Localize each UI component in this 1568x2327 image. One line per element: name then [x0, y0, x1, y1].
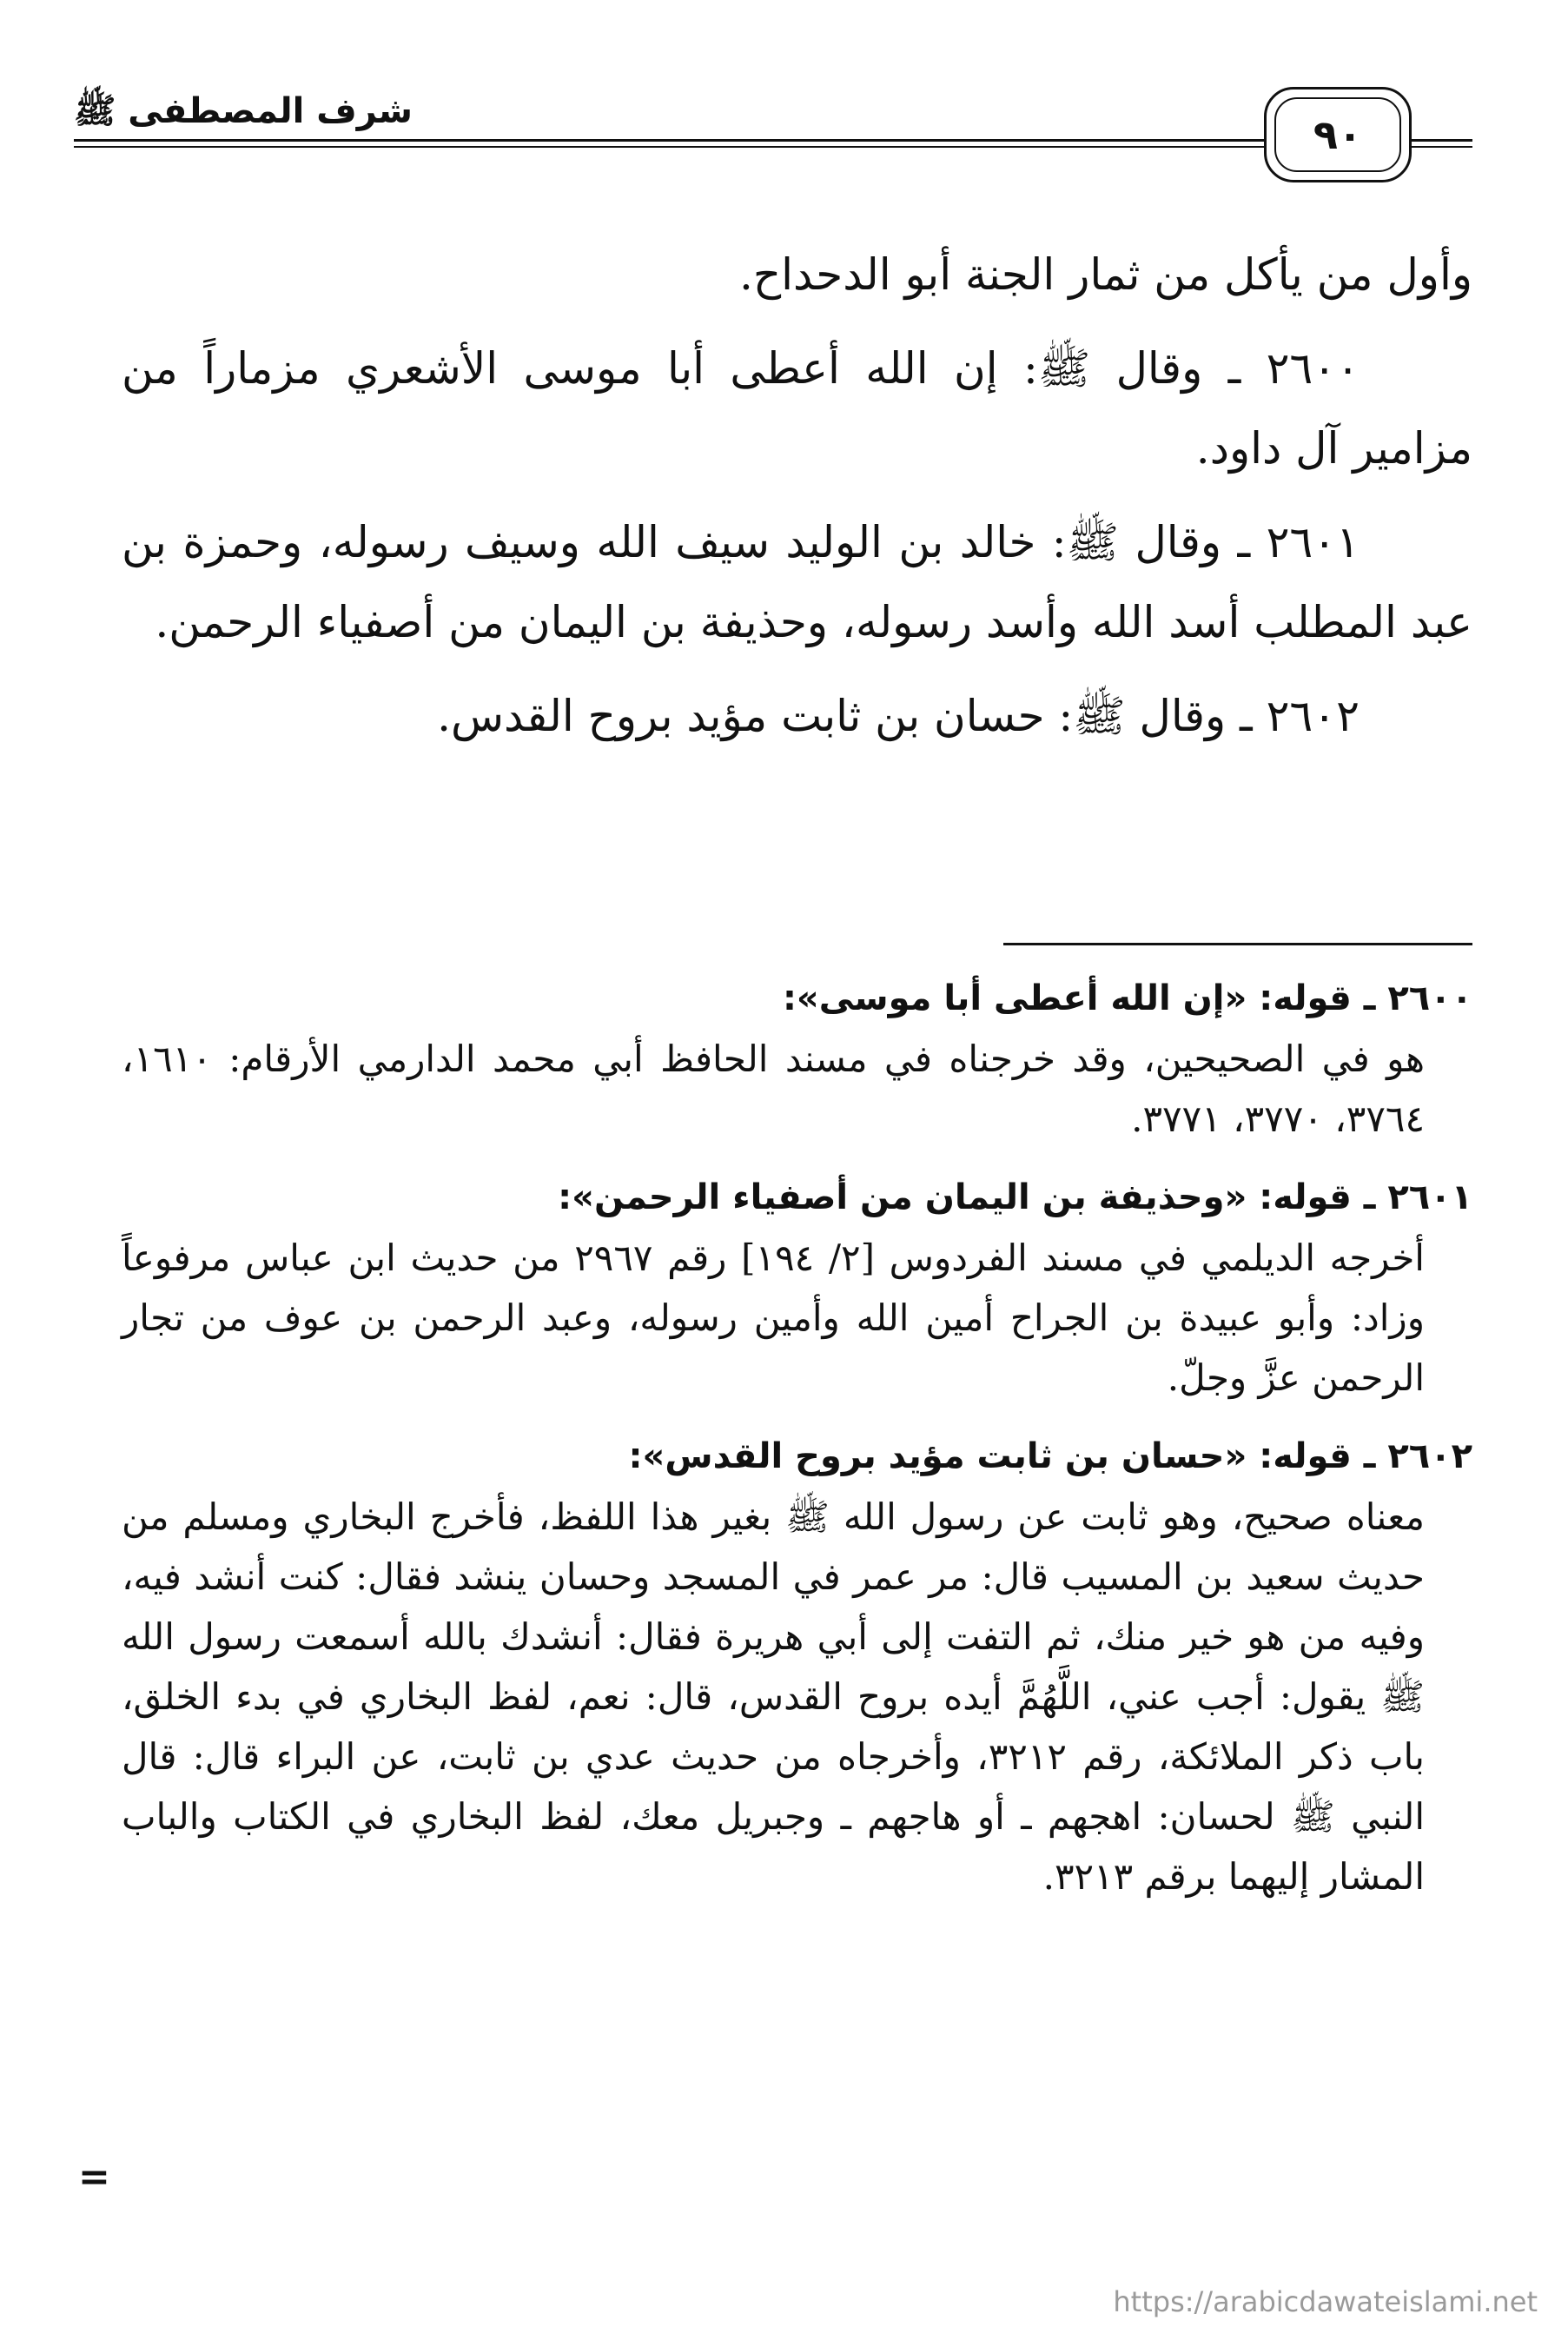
main-text — [122, 235, 1472, 770]
continuation-mark: = — [78, 2155, 110, 2199]
footnote-heading: ٢٦٠١ ـ قوله: «وحذيفة بن اليمان من أصفياء الرحمن»: — [558, 1177, 1472, 1217]
header-rule — [1412, 146, 1472, 148]
footnotes — [122, 969, 1472, 1926]
footnote-body: هو في الصحيحين، وقد خرجناه في مسند الحافظ أبي محمد الدارمي الأرقام: ١٦١٠، ٣٧٦٤، ٣٧٧٠، ٣٧٧١. — [122, 1038, 1425, 1140]
running-header-title: شرف المصطفى ﷺ — [73, 91, 413, 131]
main-paragraph: ٢٦٠٠ ـ وقال ﷺ: إن الله أعطى أبا موسى الأشعري مزماراً من مزامير آل داود. — [122, 343, 1472, 474]
footnote-separator — [1003, 943, 1472, 945]
footnote-heading: ٢٦٠٢ ـ قوله: «حسان بن ثابت مؤيد بروح القدس»: — [628, 1436, 1472, 1476]
header-rule — [74, 139, 1264, 142]
footnote — [122, 1168, 1472, 1408]
footnote-body: معناه صحيح، وهو ثابت عن رسول الله ﷺ بغير هذا اللفظ، فأخرج البخاري ومسلم من حديث سعيد بن المسيب قال: مر عمر في المسجد وحسان ينشد فقال: كنت أنشد فيه، وفيه من هو خير منك، ثم التفت إلى أبي هريرة فقال: أنشدك بالله أسمعت رسول الله ﷺ يقول: أجب عني، اللَّهُمَّ أيده بروح القدس، قال: نعم، لفظ البخاري في بدء الخلق، باب ذكر الملائكة، رقم ٣٢١٢، وأخرجاه من حديث عدي بن ثابت، عن البراء قال: قال النبي ﷺ لحسان: اهجهم ـ أو هاجهم ـ وجبريل معك، لفظ البخاري في الكتاب والباب المشار إليهما برقم ٣٢١٣. — [122, 1495, 1425, 1898]
main-paragraph: ٢٦٠٢ ـ وقال ﷺ: حسان بن ثابت مؤيد بروح القدس. — [437, 691, 1360, 741]
footnote-heading: ٢٦٠٠ ـ قوله: «إن الله أعطى أبا موسى»: — [782, 978, 1472, 1018]
header-rule — [1412, 139, 1472, 142]
page-number: ٩٠ — [1274, 97, 1401, 172]
header-rule — [74, 146, 1264, 148]
main-paragraph: وأول من يأكل من ثمار الجنة أبو الدحداح. — [739, 249, 1472, 300]
main-paragraph: ٢٦٠١ ـ وقال ﷺ: خالد بن الوليد سيف الله وسيف رسوله، وحمزة بن عبد المطلب أسد الله وأسد رسوله، وحذيفة بن اليمان من أصفياء الرحمن. — [122, 517, 1472, 647]
footnote — [122, 1427, 1472, 1906]
footnote-body: أخرجه الديلمي في مسند الفردوس [٢/ ١٩٤] رقم ٢٩٦٧ من حديث ابن عباس مرفوعاً وزاد: وأبو عبيدة بن الجراح أمين الله وأمين رسوله، وعبد الرحمن بن عوف من تجار الرحمن عزَّ وجلّ. — [122, 1236, 1425, 1399]
footnote — [122, 969, 1472, 1149]
source-watermark: https://arabicdawateislami.net — [1113, 2285, 1538, 2318]
